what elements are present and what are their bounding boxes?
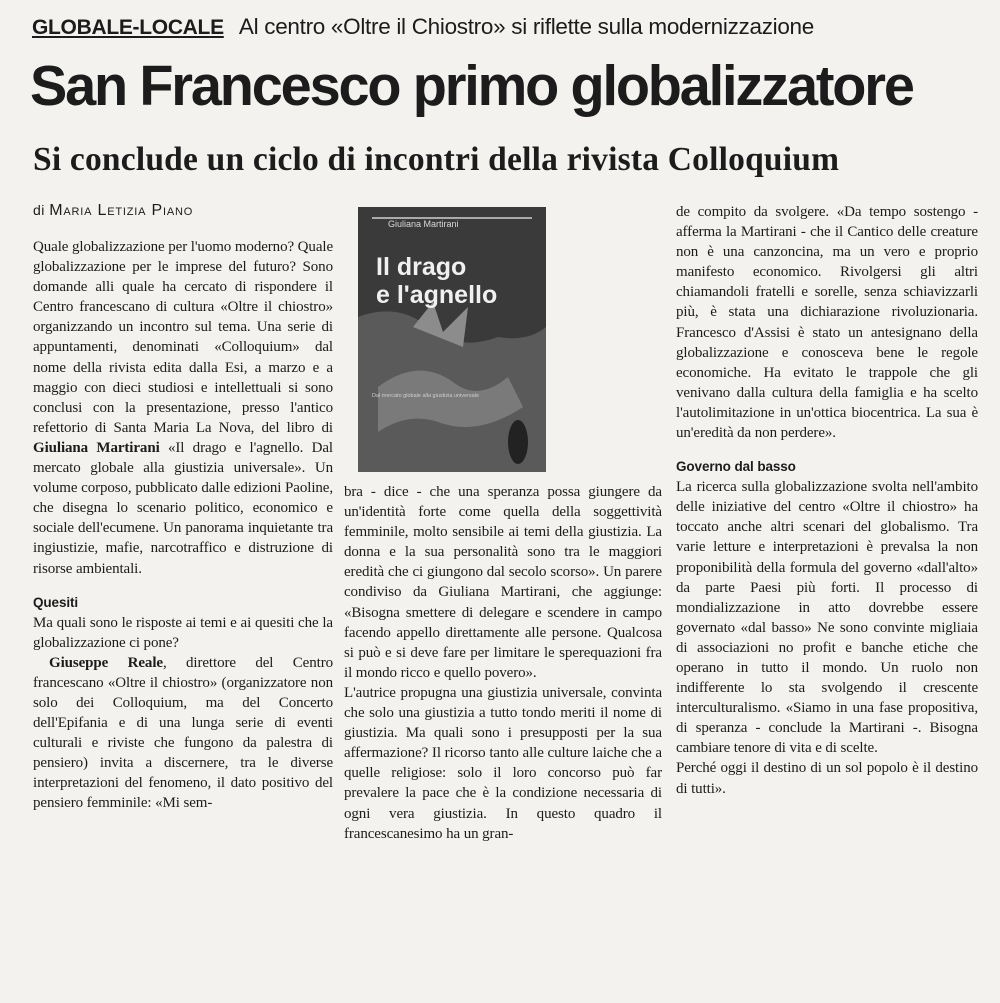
book-subtitle: Dal mercato globale alla giustizia universale xyxy=(372,393,480,399)
paragraph xyxy=(33,653,333,814)
book-cover-image xyxy=(358,207,546,472)
headline: San Francesco primo globalizzatore xyxy=(30,54,913,118)
kicker-label: GLOBALE-LOCALE xyxy=(32,16,224,39)
paragraph xyxy=(33,237,333,579)
book-title-line2: e l'agnello xyxy=(376,281,498,309)
paragraph: de compito da svolgere. «Da tempo sostengo - afferma la Martirani - che il Cantico delle creature non è una canzoncina, ma un vero e proprio manifesto economico. Rivolgersi gli altri chiamandoli fratelli e sorelle, senza schiavizzarli più, è stata una dichiarazione rivoluzionaria. Francesco d'Assisi è stato un antesignano della globalizzazione e conosceva bene le regole economiche. Ha evitato le trappole che gli venivano dalla cultura della famiglia e ha scelto l'autolimitazione in un'ottica biocentrica. La sua è un'eredità da non perdere». xyxy=(676,204,978,442)
text-span: «Il drago e l'agnello. Dal mercato globale alla giustizia universale». Un volume corposo, pubblicato dalle edizioni Paoline, che disegna lo scenario politico, economico e sociale dell'ecumene. Un panorama inquietante tra ingiustizie, mafie, narcotraffico e distruzione di risorse ambientali. xyxy=(33,439,334,577)
byline-prefix: di xyxy=(33,202,45,218)
paragraph: L'autrice propugna una giustizia universale, convinta che solo una giustizia a tutto tondo meriti il nome di giustizia. Ma quali sono i presupposti per la sua affermazione? Il ricorso tanto alle culture laiche che a quelle religiose: solo il loro concorso può far prevalere la pace che è la condizione necessaria di ogni vera giustizia. In questo quadro il francescanesimo ha un gran- xyxy=(344,684,662,842)
column-2 xyxy=(344,482,662,844)
subheadline: Si conclude un ciclo di incontri della rivista Colloquium xyxy=(33,141,840,178)
person-name: Giuliana Martirani xyxy=(33,439,160,456)
text-span: Quale globalizzazione per l'uomo moderno? Quale globalizzazione per le imprese del futuro? Sono domande alli quale ha cercato di rispondere il Centro francescano di cultura «Oltre il chiostro» organizzando un incontro sul tema. Una serie di appuntamenti, denominati «Colloquium» dal nome della rivista edita dalla Esi, a marzo e a maggio con dieci studiosi e intellettuali si sono conclusi con la presentazione, presso l'antico refettorio di Santa Maria La Nova, del libro di xyxy=(33,239,333,436)
book-cover-art xyxy=(358,207,546,472)
section-heading-governo: Governo dal basso xyxy=(676,459,796,475)
text-span: , direttore del Centro francescano «Oltre il chiostro» (organizzatore non solo dei Colloquium, ma del Concerto dell'Epifania e di una lunga serie di eventi culturali e riviste che fungono da palestra di pensiero) invita a discernere, tra le diverse interpretazioni del fenomeno, il dato positivo del pensiero femminile: «Mi sem- xyxy=(33,654,333,812)
paragraph: Perché oggi il destino di un sol popolo è il destino di tutti». xyxy=(676,760,978,797)
section-heading-quesiti: Quesiti xyxy=(33,594,79,610)
kicker-row xyxy=(32,14,972,48)
byline xyxy=(33,202,193,220)
paragraph: Ma quali sono le risposte ai temi e ai quesiti che la globalizzazione ci pone? xyxy=(33,614,333,651)
book-title-line1: Il drago xyxy=(376,253,467,281)
book-author: Giuliana Martirani xyxy=(388,219,459,229)
paragraph: bra - dice - che una speranza possa giungere da un'identità forte come quella della soggettività femminile, molto sensibile ai temi della giustizia. La donna e la sua personalità sono tra le maggiori eredità che ci giungono dal secolo scorso». Un parere condiviso da Giuliana Martirani, che aggiunge: «Bisogna smettere di delegare e scendere in campo facendo appello direttamente alle persone. Qualcosa si può e si deve fare per limitare le sperequazioni fra il mondo ricco e quello povero». xyxy=(344,484,662,681)
column-1 xyxy=(33,237,333,814)
column-3 xyxy=(676,202,978,799)
kicker-subtitle: Al centro «Oltre il Chiostro» si riflette sulla modernizzazione xyxy=(238,14,814,39)
person-name: Giuseppe Reale xyxy=(49,654,163,671)
byline-author: Maria Letizia Piano xyxy=(49,202,194,219)
paragraph: La ricerca sulla globalizzazione svolta nell'ambito delle iniziative del centro «Oltre il chiostro» ha toccato anche altri scenari del globalismo. Tra varie letture e interpretazioni è prevalsa la non proponibilità della formula del governo «dall'alto» da parte Paesi più forti. Il processo di mondializzazione in atto dovrebbe essere governato «dal basso» Ne sono convinte migliaia di associazioni no profit e banche etiche che operano in tutto il mondo. Un ruolo non indifferente lo sta svolgendo il crescente interculturalismo. «Siamo in una fase propositiva, di speranza - conclude la Martirani -. Bisogna cambiare tenore di vita e di scelte. xyxy=(676,479,978,757)
